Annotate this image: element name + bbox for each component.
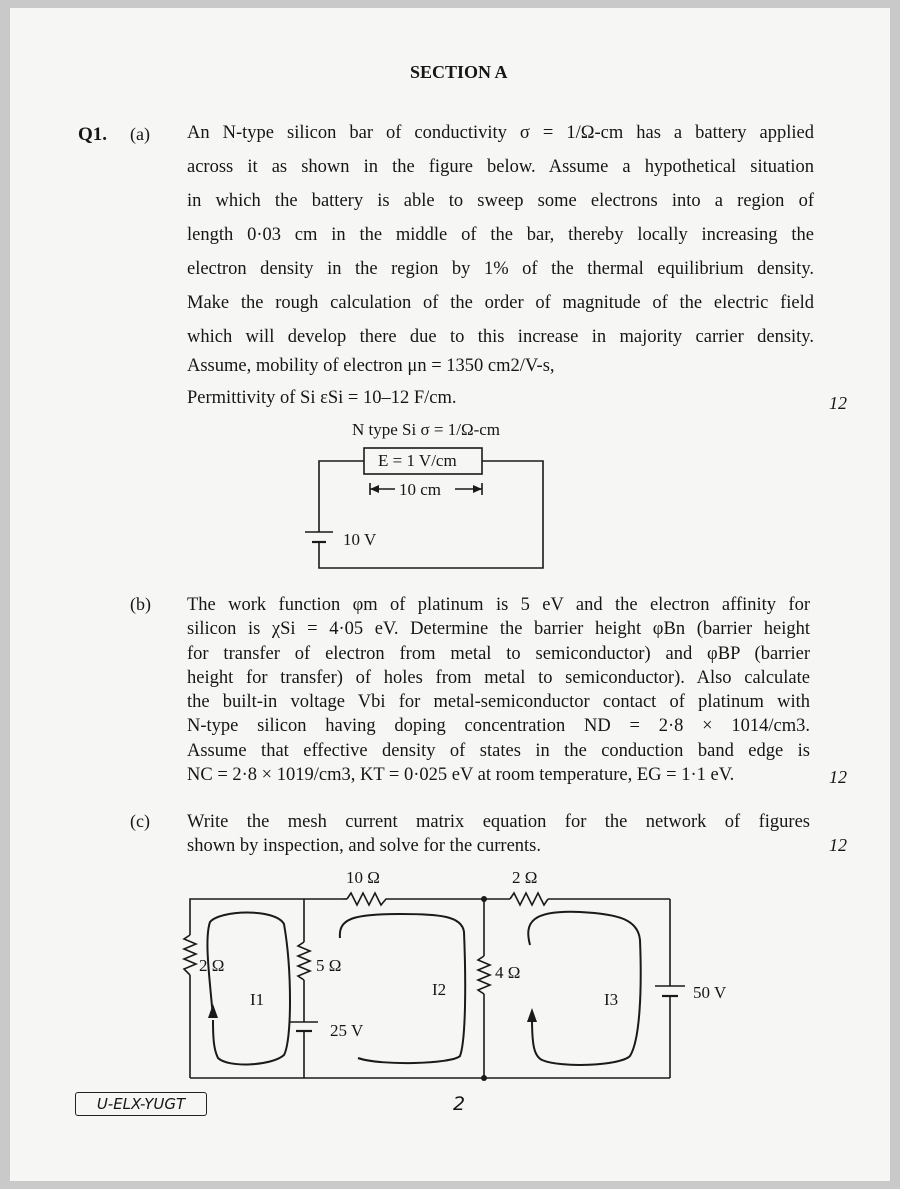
part-b-marks: 12	[829, 767, 847, 787]
part-b-line: NC = 2·8 × 1019/cm3, KT = 0·025 eV at room temperature, EG = 1·1 eV.	[187, 765, 735, 786]
mobility-text: Assume, mobility of electron μn = 1350 cm2/V-s,	[187, 356, 555, 376]
part-c-marks: 12	[829, 835, 847, 855]
part-a-line: in which the battery is able to sweep some electrons into a region of	[187, 191, 814, 211]
part-a-mobility	[187, 356, 555, 377]
part-b-line: height for transfer) of holes from metal to semiconductor). Also calculate	[187, 667, 810, 688]
part-a-line: Make the rough calculation of the order of magnitude of the electric field	[187, 293, 814, 313]
part-c-line: Write the mesh current matrix equation for the network of figures	[187, 812, 810, 832]
fig-c-label-i2: I2	[432, 980, 447, 999]
part-b-line: silicon is χSi = 4·05 eV. Determine the barrier height φBn (barrier height	[187, 619, 810, 640]
part-c-line: shown by inspection, and solve for the currents.	[187, 836, 541, 857]
part-a-marks: 12	[829, 393, 847, 413]
part-a-line: electron density in the region by 1% of the thermal equilibrium density.	[187, 259, 814, 279]
fig-c-resistor-10	[347, 893, 390, 905]
part-c-text	[187, 810, 810, 859]
part-b-line: The work function φm of platinum is 5 eV and the electron affinity for	[187, 595, 810, 615]
fig-c-resistor-4	[478, 956, 490, 994]
fig-a-arrow-left	[370, 485, 379, 493]
part-a-line: which will develop there due to this increase in majority carrier density.	[187, 327, 814, 347]
fig-c-label-2ohm-top: 2 Ω	[512, 868, 538, 887]
permittivity-text: Permittivity of Si εSi = 10–12 F/cm.	[187, 388, 457, 408]
fig-c-label-2ohm-left: 2 Ω	[199, 956, 225, 975]
part-b-text	[187, 593, 810, 787]
fig-c-node-bottom	[481, 1075, 487, 1081]
fig-c-arrow-i1	[208, 1004, 218, 1018]
part-b-line: N-type silicon having doping concentration ND = 2·8 × 1014/cm3.	[187, 716, 810, 737]
part-b-line: Assume that effective density of states in the conduction band edge is	[187, 740, 810, 761]
paper-code-stamp: U-ELX-YUGT	[75, 1092, 207, 1116]
fig-a-arrow-right	[473, 485, 482, 493]
page-number: 2	[453, 1093, 466, 1115]
part-c-label: (c)	[130, 811, 150, 831]
fig-c-resistor-5	[298, 942, 310, 980]
section-title: SECTION A	[410, 62, 508, 82]
part-a-line: across it as shown in the figure below. Assume a hypothetical situation	[187, 157, 814, 177]
question-number: Q1.	[78, 124, 108, 145]
fig-c-label-50v: 50 V	[693, 983, 727, 1002]
fig-c-loop-i3	[528, 912, 640, 1065]
part-a-permittivity	[187, 388, 457, 409]
fig-c-label-i1: I1	[250, 990, 265, 1009]
fig-c-label-4ohm: 4 Ω	[495, 963, 521, 982]
fig-c-node-top	[481, 896, 487, 902]
fig-c-label-5ohm: 5 Ω	[316, 956, 342, 975]
fig-a-title: N type Si σ = 1/Ω-cm	[352, 420, 501, 439]
fig-c-wire-top-left	[190, 899, 343, 935]
fig-c-arrow-i3	[527, 1008, 537, 1022]
fig-a-battery-label: 10 V	[343, 530, 377, 549]
part-a-text	[187, 116, 814, 354]
part-a-line: An N-type silicon bar of conductivity σ = 1/Ω-cm has a battery applied	[187, 123, 814, 143]
fig-c-resistor-2-top	[510, 893, 548, 905]
fig-c-label-10ohm: 10 Ω	[346, 868, 380, 887]
part-b-line: for transfer of electron from metal to semiconductor) and φBP (barrier	[187, 643, 810, 664]
fig-c-loop-i1	[207, 913, 290, 1065]
fig-c-resistor-2-left	[184, 935, 196, 975]
fig-c-label-25v: 25 V	[330, 1021, 364, 1040]
part-b-line: the built-in voltage Vbi for metal-semiconductor contact of platinum with	[187, 692, 810, 713]
fig-a-length-label: 10 cm	[399, 480, 442, 499]
fig-a-wire-right	[319, 461, 543, 568]
part-a-line: length 0·03 cm in the middle of the bar, thereby locally increasing the	[187, 225, 814, 245]
fig-a-wire-left	[319, 461, 364, 532]
part-a-label: (a)	[130, 124, 150, 144]
fig-c-label-i3: I3	[604, 990, 619, 1009]
part-b-label: (b)	[130, 594, 151, 614]
fig-a-field-label: E = 1 V/cm	[378, 451, 457, 470]
